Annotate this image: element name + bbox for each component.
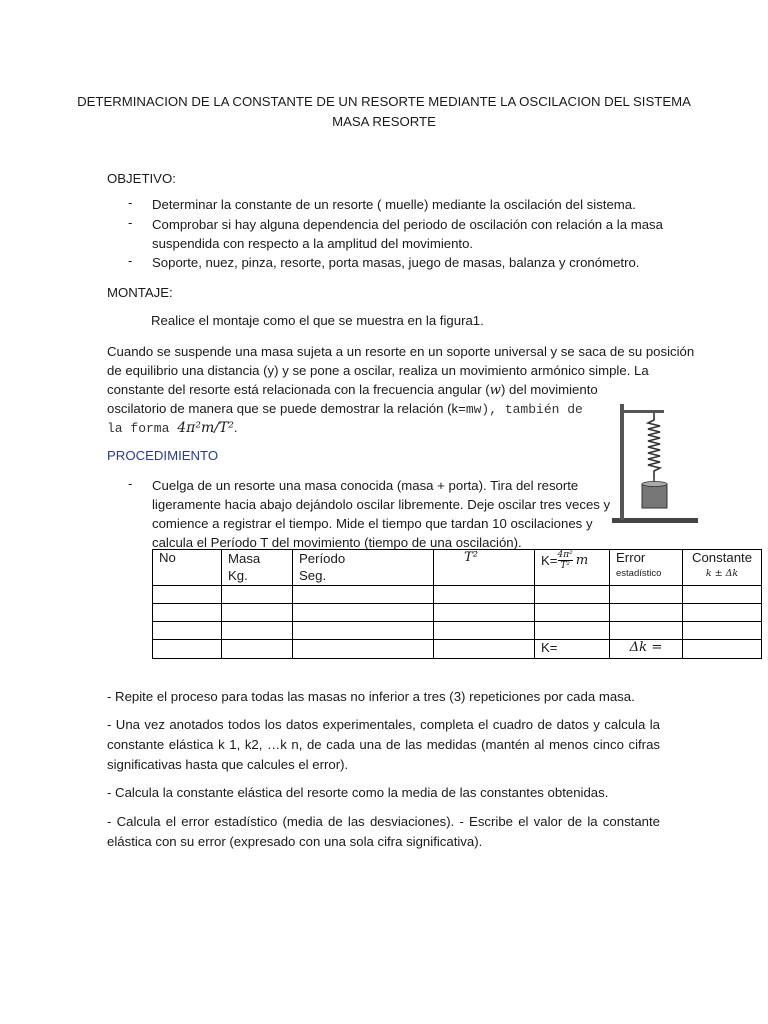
bullet-dash: - [128,476,133,491]
header-constante: Constante k ± Δk [683,550,762,586]
data-table [152,549,762,659]
montaje-para-line-2: de equilibrio una distancia (y) y se pone a oscilar, realiza un movimiento armónico simple. La [107,363,649,378]
formula-k: 4π²m/T² [177,420,234,436]
step-1: - Repite el proceso para todas las masas no inferior a tres (3) repeticiones por cada masa. [107,689,635,704]
header-k-formula: K= $\frac{\text{4π²}}{\text{T²}}$ m [535,550,610,586]
procedimiento-line-4: calcula el Período T del movimiento (tiempo de una oscilación). [152,535,522,550]
header-error: Error estadístico [610,550,683,586]
table-row [153,604,762,622]
step-3: - Calcula la constante elástica del resorte como la media de las constantes obtenidas. [107,785,609,800]
montaje-para-line-5: la forma 4π²m/T². [107,420,238,436]
header-masa: Masa Kg. [222,550,293,586]
step-2: - Una vez anotados todos los datos experimentales, completa el cuadro de datos y calcula la constante elástica k 1, k2, …k n, de cada una de las medidas (mantén al menos cinco cifras significativas hasta que calcules el error). [107,717,660,772]
procedimiento-heading: PROCEDIMIENTO [107,448,219,463]
bullet-dash: - [128,215,133,230]
footer-k: K= [535,640,610,659]
stand-arm [620,410,664,413]
table-header-row [153,550,762,586]
montaje-para-line-1: Cuando se suspende una masa sujeta a un resorte en un soporte universal y se saca de su posición [107,344,695,359]
objetivo-item-3: Soporte, nuez, pinza, resorte, porta masas, juego de masas, balanza y cronómetro. [152,255,640,270]
montaje-para-line-4: oscilatorio de manera que se puede demostrar la relación (k=mw), también de [107,401,583,417]
montaje-instruction: Realice el montaje como el que se muestra en la figura1. [151,313,484,328]
header-t-squared: T² [434,550,535,586]
procedimiento-line-1: Cuelga de un resorte una masa conocida (masa + porta). Tira del resorte [152,478,579,493]
omega-symbol: w [489,383,501,398]
objetivo-item-2-cont: suspendida con respecto a la amplitud del movimiento. [152,236,474,251]
table-row [153,622,762,640]
header-periodo: Período Seg. [293,550,434,586]
title-line-1: DETERMINACION DE LA CONSTANTE DE UN RESORTE MEDIANTE LA OSCILACION DEL SISTEMA [77,94,691,109]
table-footer-row [153,640,762,659]
spring-coil [648,413,660,478]
step-4: - Calcula el error estadístico (media de las desviaciones). - Escribe el valor de la constante elástica con su error (expresado con una sola cifra significativa). [107,814,660,849]
montaje-para-line-3: constante del resorte está relacionada con la frecuencia angular (w) del movimiento [107,382,598,398]
bullet-dash: - [128,253,133,268]
header-no: No [153,550,222,586]
procedimiento-list [0,476,768,552]
document-title [0,92,768,132]
procedimiento-line-2: ligeramente hacia abajo dejándolo oscilar libremente. Deje oscilar tres veces y [152,497,611,512]
footer-delta-k: Δk = [610,640,683,659]
objetivo-list [0,195,768,275]
montaje-heading: MONTAJE: [107,285,173,300]
procedimiento-line-3: comience a registrar el tiempo. Mide el tiempo que tardan 10 oscilaciones y [152,516,593,531]
objetivo-item-1: Determinar la constante de un resorte ( muelle) mediante la oscilación del sistema. [152,197,636,212]
title-line-2: MASA RESORTE [332,114,436,129]
objetivo-item-2: Comprobar si hay alguna dependencia del periodo de oscilación con relación a la masa [152,217,663,232]
objetivo-heading: OBJETIVO: [107,171,176,186]
table-row [153,586,762,604]
bullet-dash: - [128,195,133,210]
